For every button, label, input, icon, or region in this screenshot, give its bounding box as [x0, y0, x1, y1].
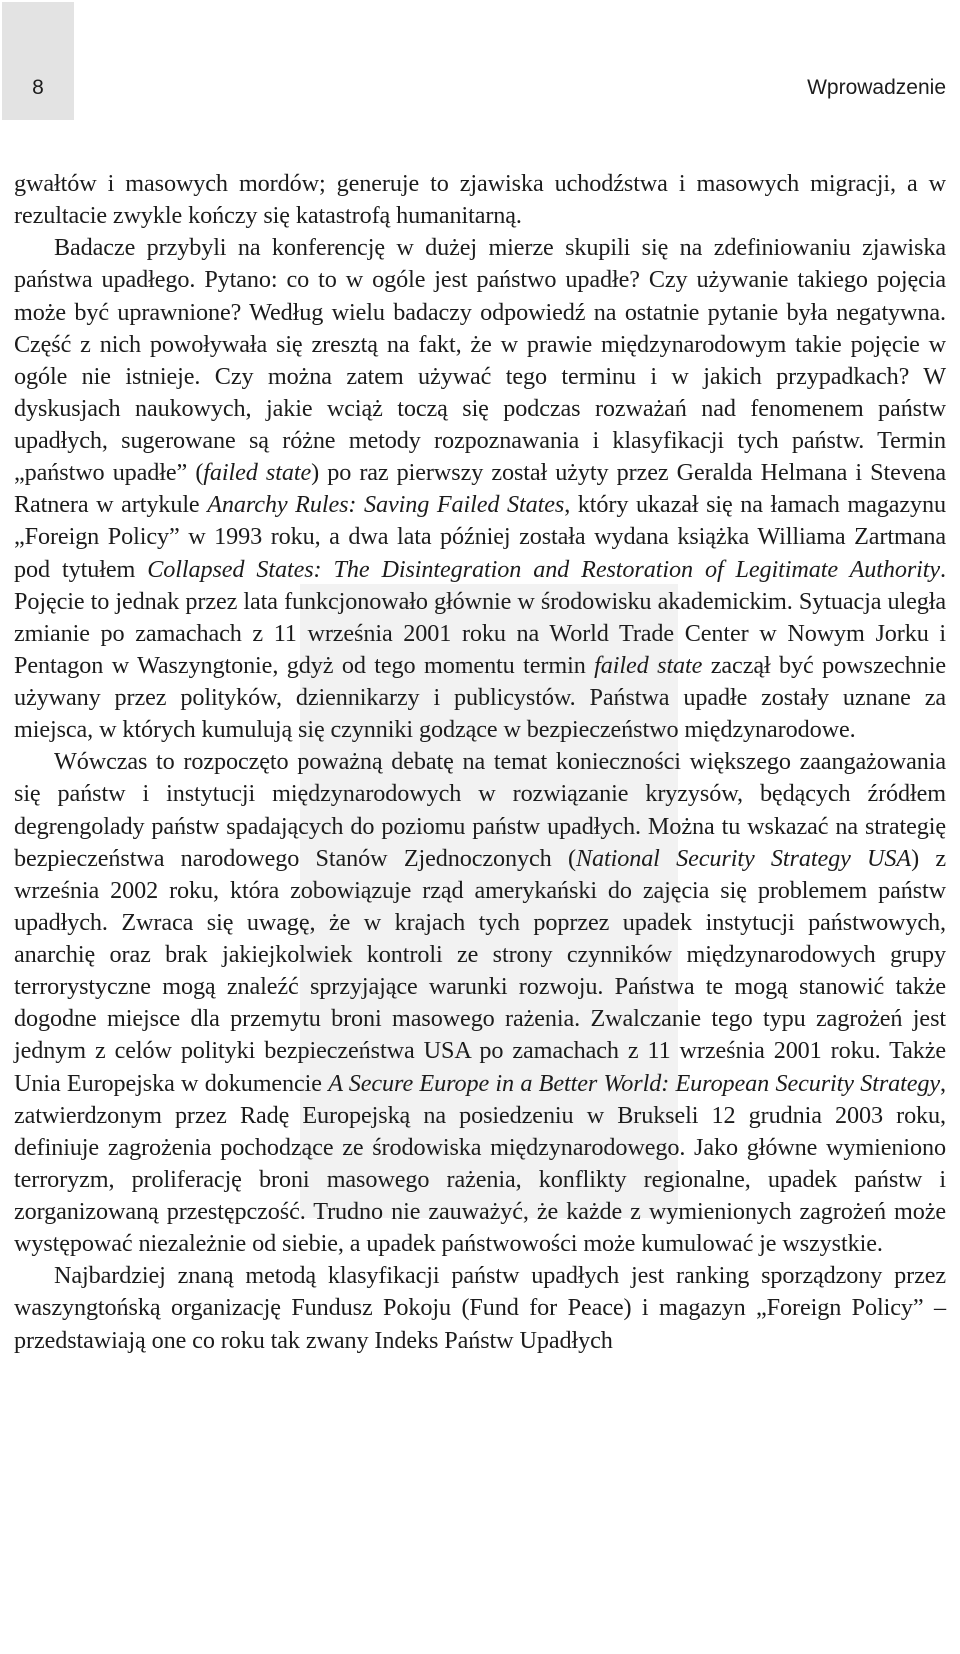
text-segment: ) z września 2002 roku, która zobowiązuje rząd amerykański do zajęcia się problemem państw upadłych. Zwraca się uwagę, że w krajach tych poprzez upadek instytucji państwowych, anarchię oraz brak jakiejkolwiek kontroli ze strony czynników międzynarodowych grupy terrorystyczne mogą znaleźć sprzyjające warunki rozwoju. Państwa te mogą stanowić także dogodne miejsce dla przemytu broni masowego rażenia. Zwalczanie tego typu zagrożeń jest jednym z celów polityki bezpieczeństwa USA po zamachach z 11 września 2001 roku. Także Unia Europejska w dokumencie [14, 844, 946, 1097]
paragraph [14, 168, 946, 232]
italic-text-segment: Anarchy Rules: Saving Failed States [207, 491, 565, 519]
text-segment: gwałtów i masowych mordów; generuje to zjawiska uchodźstwa i masowych migracji, a w rezultacie zwykle kończy się katastrofą humanitarną. [14, 170, 946, 230]
paragraph [14, 232, 946, 746]
paragraph [14, 746, 946, 1260]
text-segment: ) po raz pierwszy został użyty przez Geralda Helmana i Stevena Ratnera w artykule [14, 459, 946, 519]
page-number-box [2, 2, 74, 120]
text-segment: Najbardziej znaną metodą klasyfikacji państw upadłych jest ranking sporządzony przez waszyngtońską organizację Fundusz Pokoju (Fund for Peace) i magazyn „Foreign Policy” – przedstawiają one co roku tak zwany Indeks Państw Upadłych [14, 1262, 946, 1354]
italic-text-segment: failed state [594, 651, 703, 679]
text-segment: , zatwierdzonym przez Radę Europejską na posiedzeniu w Brukseli 12 grudnia 2003 roku, definiuje zagrożenia pochodzące ze środowiska międzynarodowego. Jako główne wymieniono terroryzm, proliferację broni masowego rażenia, konflikty regionalne, upadek państw i zorganizowaną przestępczość. Trudno nie zauważyć, że każde z wymienionych zagrożeń może występować niezależnie od siebie, a upadek państwowości może kumulować je wszystkie. [14, 1069, 946, 1258]
text-segment: zaczął być powszechnie używany przez polityków, dziennikarzy i publicystów. Państwa upadłe zostały uznane za miejsca, w których kumulują się czynniki godzące w bezpieczeństwo międzynarodowe. [14, 651, 946, 744]
body-text [14, 168, 946, 1357]
text-segment: Wówczas to rozpoczęto poważną debatę na temat konieczności większego zaangażowania się państw i instytucji międzynarodowych w rozwiązanie kryzysów, będących źródłem degrengolady państw spadających do poziomu państw upadłych. Można tu wskazać na strategię bezpieczeństwa narodowego Stanów Zjednoczonych ( [14, 748, 946, 872]
italic-text-segment: A Secure Europe in a Better World: European Security Strategy [328, 1069, 941, 1097]
italic-text-segment: National Security Strategy USA [575, 844, 912, 872]
text-segment: , który ukazał się na łamach magazynu „Foreign Policy” w 1993 roku, a dwa lata później została wydana książka Williama Zartmana pod tytułem [14, 491, 946, 583]
page-number: 8 [32, 76, 44, 99]
text-segment: . Pojęcie to jednak przez lata funkcjonowało głównie w środowisku akademickim. Sytuacja uległa zmianie po zamachach z 11 września 2001 roku na World Trade Center w Nowym Jorku i Pentagon w Waszyngtonie, gdyż od tego momentu termin [14, 555, 946, 679]
text-segment: Badacze przybyli na konferencję w dużej mierze skupili się na zdefiniowaniu zjawiska państwa upadłego. Pytano: co to w ogóle jest państwo upadłe? Czy używanie takiego pojęcia może być uprawnione? Według wielu badaczy odpowiedź na ostatnie pytanie była negatywna. Część z nich powoływała się zresztą na fakt, że w prawie międzynarodowym takie pojęcie w ogóle nie istnieje. Czy można zatem używać tego terminu i w jakich przypadkach? W dyskusjach naukowych, jakie wciąż toczą się podczas rozważań nad fenomenem państw upadłych, sugerowane są różne metody rozpoznawania i klasyfikacji tych państw. Termin „państwo upadłe” ( [14, 234, 946, 487]
italic-text-segment: Collapsed States: The Disintegration and Restoration of Legitimate Authority [147, 555, 941, 583]
paragraph [14, 1260, 946, 1356]
running-head-title: Wprowadzenie [807, 76, 946, 99]
italic-text-segment: failed state [203, 459, 312, 487]
